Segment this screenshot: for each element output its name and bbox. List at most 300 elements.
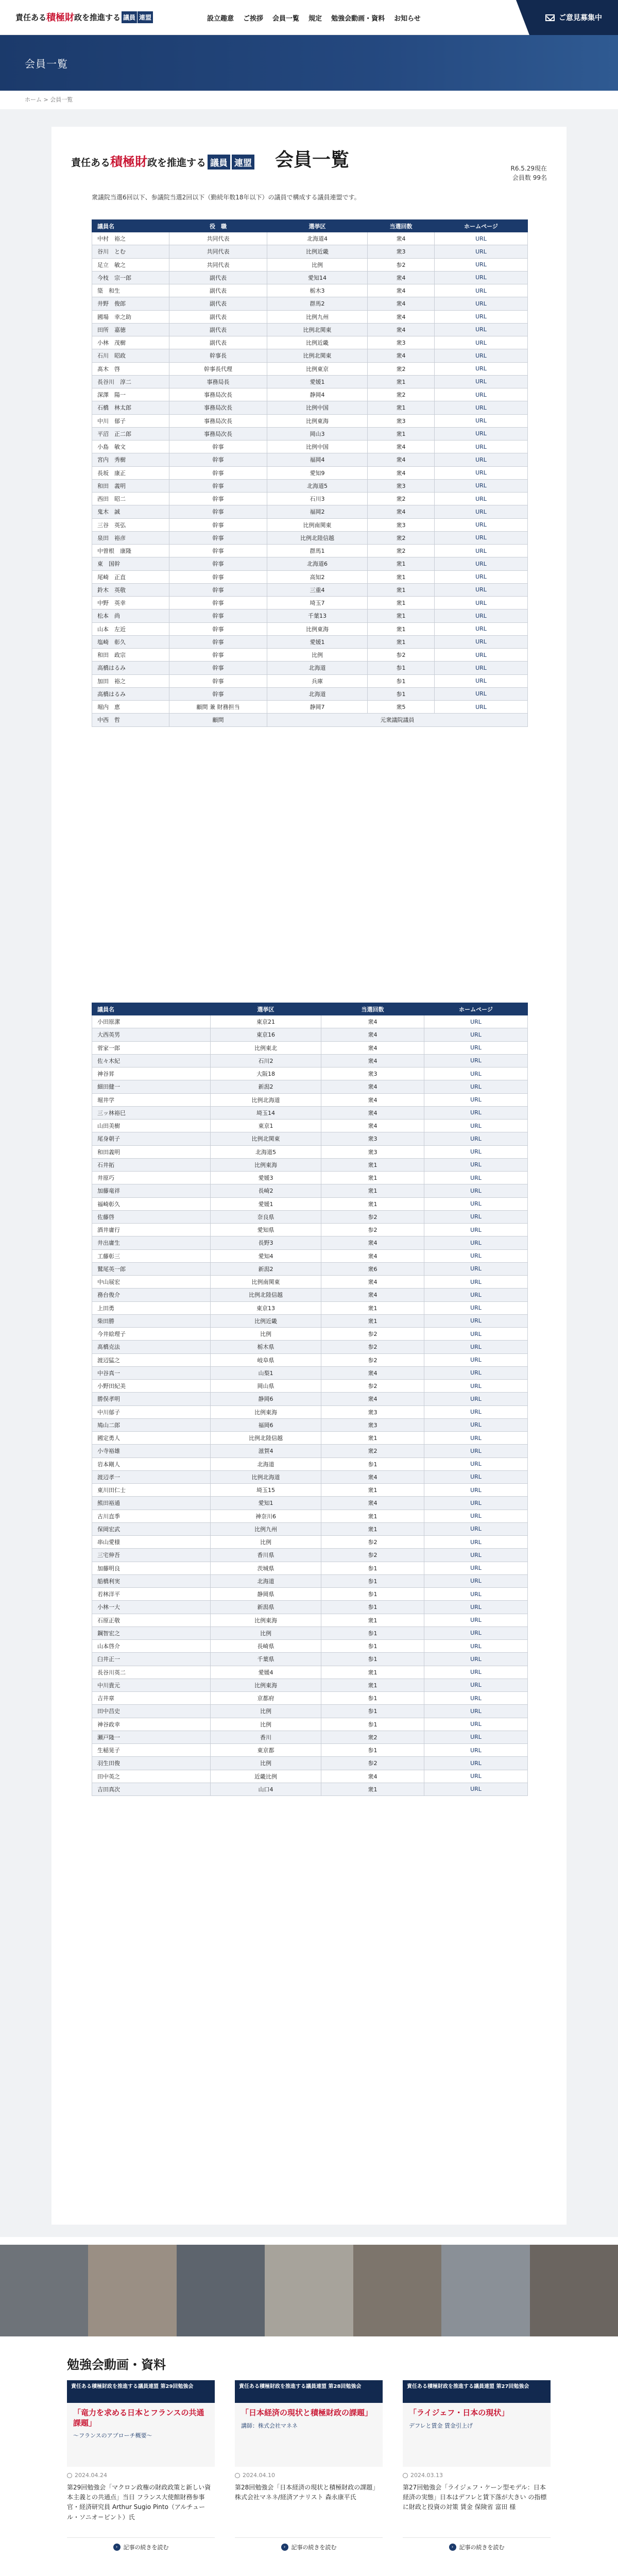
video-card[interactable] bbox=[403, 2380, 551, 2551]
table-cell: 北海道 bbox=[267, 662, 368, 674]
table-cell: 衆4 bbox=[321, 1080, 424, 1093]
table-cell: 事務局次長 bbox=[169, 388, 267, 401]
homepage-link[interactable]: URL bbox=[424, 1210, 528, 1223]
homepage-link[interactable]: URL bbox=[424, 1640, 528, 1653]
table-cell: 愛媛4 bbox=[211, 1666, 321, 1679]
table-cell: 衆1 bbox=[321, 1314, 424, 1327]
table-row bbox=[92, 479, 528, 492]
homepage-link[interactable]: URL bbox=[435, 323, 528, 336]
homepage-link[interactable]: URL bbox=[424, 1744, 528, 1757]
homepage-link[interactable]: URL bbox=[424, 1184, 528, 1197]
table-cell: 衆4 bbox=[368, 453, 435, 466]
homepage-link[interactable]: URL bbox=[424, 1093, 528, 1106]
homepage-link[interactable]: URL bbox=[435, 297, 528, 310]
homepage-link[interactable]: URL bbox=[435, 414, 528, 427]
table-row bbox=[92, 1015, 528, 1028]
table-cell: 神奈川6 bbox=[211, 1510, 321, 1522]
read-more-label: 記事の続きを読む bbox=[291, 2544, 337, 2551]
table-cell: 衆4 bbox=[321, 1093, 424, 1106]
table-cell: 加藤竜祥 bbox=[92, 1184, 211, 1197]
homepage-link[interactable]: URL bbox=[424, 1783, 528, 1795]
table-cell: 幹事 bbox=[169, 570, 267, 583]
table-cell: 埼玉7 bbox=[267, 597, 368, 609]
table-row bbox=[92, 1341, 528, 1353]
homepage-link[interactable]: URL bbox=[435, 479, 528, 492]
table-row bbox=[92, 323, 528, 336]
homepage-link[interactable]: URL bbox=[435, 245, 528, 258]
homepage-link[interactable]: URL bbox=[435, 701, 528, 714]
homepage-link[interactable]: URL bbox=[435, 349, 528, 362]
site-logo[interactable] bbox=[15, 10, 153, 24]
table-cell: 京都府 bbox=[211, 1692, 321, 1705]
table-cell: 衆1 bbox=[321, 1301, 424, 1314]
homepage-link[interactable]: URL bbox=[435, 453, 528, 466]
homepage-link[interactable]: URL bbox=[424, 1601, 528, 1614]
homepage-link[interactable]: URL bbox=[435, 271, 528, 284]
table-cell: 鈴木 英敬 bbox=[92, 583, 169, 596]
table-row bbox=[92, 1276, 528, 1289]
homepage-link[interactable]: URL bbox=[424, 1757, 528, 1770]
homepage-link[interactable]: URL bbox=[424, 1353, 528, 1366]
table-cell: 簗 和生 bbox=[92, 284, 169, 297]
homepage-link[interactable]: URL bbox=[424, 1458, 528, 1470]
opinion-button[interactable] bbox=[529, 0, 618, 35]
homepage-link[interactable]: URL bbox=[424, 1301, 528, 1314]
homepage-link[interactable]: URL bbox=[435, 336, 528, 349]
homepage-link[interactable]: URL bbox=[424, 1718, 528, 1731]
table-cell: 岡山県 bbox=[211, 1380, 321, 1393]
homepage-link[interactable]: URL bbox=[424, 1328, 528, 1341]
table-cell: 比例北関東 bbox=[267, 323, 368, 336]
homepage-link[interactable]: URL bbox=[424, 1106, 528, 1119]
table-cell: 比例北陸信越 bbox=[267, 531, 368, 544]
homepage-link[interactable]: URL bbox=[424, 1510, 528, 1522]
homepage-link[interactable]: URL bbox=[424, 1041, 528, 1054]
table-cell: 香川 bbox=[211, 1731, 321, 1743]
video-card[interactable] bbox=[67, 2380, 215, 2551]
table-row bbox=[92, 1289, 528, 1301]
table-cell: 臼井正一 bbox=[92, 1653, 211, 1666]
video-date bbox=[403, 2472, 551, 2479]
homepage-link[interactable]: URL bbox=[424, 1249, 528, 1262]
table-cell: 比例東海 bbox=[211, 1158, 321, 1171]
table-cell: 衆6 bbox=[321, 1262, 424, 1275]
table-cell: 参1 bbox=[321, 1601, 424, 1614]
table-cell: 吉田真次 bbox=[92, 1783, 211, 1795]
table-cell: 中曽根 康隆 bbox=[92, 545, 169, 557]
homepage-link[interactable]: URL bbox=[435, 284, 528, 297]
table-cell: 群馬1 bbox=[267, 545, 368, 557]
table-cell: 参1 bbox=[321, 1653, 424, 1666]
homepage-link[interactable]: URL bbox=[424, 1172, 528, 1184]
table-cell: 石井拓 bbox=[92, 1158, 211, 1171]
table-cell: 井原巧 bbox=[92, 1172, 211, 1184]
table-cell: 柴田勝 bbox=[92, 1314, 211, 1327]
homepage-link[interactable]: URL bbox=[424, 1262, 528, 1275]
table-row bbox=[92, 505, 528, 518]
video-date bbox=[235, 2472, 383, 2479]
table-cell: 衆1 bbox=[321, 1783, 424, 1795]
table-cell: 衆4 bbox=[321, 1054, 424, 1067]
table-cell: 副代表 bbox=[169, 271, 267, 284]
table-cell: 事務局次長 bbox=[169, 401, 267, 414]
table-row bbox=[92, 271, 528, 284]
homepage-link[interactable]: URL bbox=[435, 570, 528, 583]
homepage-link[interactable]: URL bbox=[424, 1536, 528, 1549]
table-cell: 滋賀4 bbox=[211, 1445, 321, 1458]
nav-item-greeting[interactable]: ご挨拶 bbox=[243, 15, 264, 23]
homepage-link[interactable]: URL bbox=[435, 662, 528, 674]
table-cell: 衆3 bbox=[368, 245, 435, 258]
homepage-link[interactable]: URL bbox=[424, 1574, 528, 1587]
homepage-link[interactable]: URL bbox=[424, 1588, 528, 1601]
card-title bbox=[71, 145, 547, 172]
table-row bbox=[92, 1626, 528, 1639]
table-row bbox=[92, 453, 528, 466]
table-cell: 比例 bbox=[211, 1328, 321, 1341]
table-cell: 山口4 bbox=[211, 1783, 321, 1795]
page-title: 会員一覧 bbox=[25, 58, 68, 70]
homepage-link[interactable]: URL bbox=[424, 1393, 528, 1405]
homepage-link[interactable]: URL bbox=[424, 1015, 528, 1028]
homepage-link[interactable]: URL bbox=[435, 557, 528, 570]
table-cell: 衆4 bbox=[368, 297, 435, 310]
homepage-link[interactable]: URL bbox=[435, 609, 528, 622]
members-card bbox=[52, 127, 566, 2225]
table-cell: 衆4 bbox=[368, 505, 435, 518]
table-row bbox=[92, 1054, 528, 1067]
homepage-link[interactable]: URL bbox=[424, 1080, 528, 1093]
col-header-district: 選挙区 bbox=[267, 220, 368, 232]
table-cell: 岩本剛人 bbox=[92, 1458, 211, 1470]
table-row bbox=[92, 557, 528, 570]
breadcrumb[interactable]: ホーム > 会員一覧 bbox=[25, 91, 73, 109]
table-cell: 衆1 bbox=[368, 557, 435, 570]
photo-1 bbox=[0, 2245, 88, 2336]
table-cell: 新潟2 bbox=[211, 1262, 321, 1275]
col-header-homepage: ホームページ bbox=[435, 220, 528, 232]
table-row bbox=[92, 1262, 528, 1275]
table-cell: 小寺裕雄 bbox=[92, 1445, 211, 1458]
table-cell: 愛媛1 bbox=[211, 1197, 321, 1210]
members-as-of-date: R6.5.29現在 bbox=[510, 165, 547, 172]
nav-item-rules[interactable]: 規定 bbox=[308, 15, 322, 23]
table-cell: 井野 俊郎 bbox=[92, 297, 169, 310]
table-row bbox=[92, 375, 528, 388]
table-cell: 今枝 宗一郎 bbox=[92, 271, 169, 284]
homepage-link[interactable]: URL bbox=[435, 362, 528, 375]
table-cell: 衆1 bbox=[321, 1432, 424, 1445]
table-cell: 比例 bbox=[211, 1626, 321, 1639]
homepage-link[interactable]: URL bbox=[424, 1679, 528, 1691]
table-cell: 幹事 bbox=[169, 505, 267, 518]
homepage-link[interactable]: URL bbox=[424, 1445, 528, 1458]
nav-item-members[interactable]: 会員一覧 bbox=[272, 15, 300, 23]
homepage-link[interactable]: URL bbox=[435, 310, 528, 323]
homepage-link[interactable]: URL bbox=[424, 1562, 528, 1574]
table-cell: 田所 嘉徳 bbox=[92, 323, 169, 336]
homepage-link[interactable]: URL bbox=[424, 1236, 528, 1249]
video-thumbnail[interactable] bbox=[235, 2380, 383, 2467]
table-cell: 比例近畿 bbox=[267, 336, 368, 349]
homepage-link[interactable]: URL bbox=[424, 1054, 528, 1067]
card-description: 衆議院当選6回以下、参議院当選2回以下（勤続年数18年以下）の議員で構成する議員連盟です。 bbox=[92, 194, 360, 201]
homepage-link[interactable]: URL bbox=[424, 1484, 528, 1497]
table-row bbox=[92, 1536, 528, 1549]
table-cell: 上田勇 bbox=[92, 1301, 211, 1314]
table-row bbox=[92, 1224, 528, 1236]
homepage-link[interactable]: URL bbox=[424, 1028, 528, 1041]
table-cell: 小林一大 bbox=[92, 1601, 211, 1614]
homepage-link[interactable]: URL bbox=[435, 505, 528, 518]
logo-text-pre: 責任ある bbox=[15, 12, 47, 22]
homepage-link[interactable]: URL bbox=[424, 1731, 528, 1743]
table-cell: 石原正敬 bbox=[92, 1614, 211, 1626]
table-cell: 比例中国 bbox=[267, 440, 368, 453]
homepage-link[interactable]: URL bbox=[424, 1626, 528, 1639]
table-row bbox=[92, 1210, 528, 1223]
table-cell: 東京21 bbox=[211, 1015, 321, 1028]
homepage-link[interactable]: URL bbox=[435, 545, 528, 557]
table-cell: 事務局次長 bbox=[169, 414, 267, 427]
table-row bbox=[92, 1172, 528, 1184]
members-table-header-row bbox=[92, 1003, 528, 1015]
table-row bbox=[92, 1093, 528, 1106]
homepage-link[interactable]: URL bbox=[424, 1705, 528, 1718]
homepage-link[interactable]: URL bbox=[435, 388, 528, 401]
photo-strip bbox=[0, 2245, 618, 2336]
table-cell: 衆2 bbox=[368, 362, 435, 375]
homepage-link[interactable]: URL bbox=[424, 1470, 528, 1483]
table-cell: 参1 bbox=[321, 1574, 424, 1587]
table-cell: 福崎彰久 bbox=[92, 1197, 211, 1210]
table-cell: 衆1 bbox=[321, 1172, 424, 1184]
homepage-link[interactable]: URL bbox=[424, 1341, 528, 1353]
table-cell: 比例北陸信越 bbox=[211, 1432, 321, 1445]
table-row bbox=[92, 674, 528, 687]
homepage-link[interactable]: URL bbox=[424, 1614, 528, 1626]
table-cell: 顧問 兼 財務担当 bbox=[169, 701, 267, 714]
table-cell: 比例東京 bbox=[267, 362, 368, 375]
homepage-link[interactable]: URL bbox=[435, 493, 528, 505]
table-cell: 神谷昇 bbox=[92, 1067, 211, 1080]
homepage-link[interactable]: URL bbox=[435, 232, 528, 245]
table-cell: 和田義明 bbox=[92, 1145, 211, 1158]
homepage-link[interactable]: URL bbox=[424, 1158, 528, 1171]
homepage-link[interactable]: URL bbox=[424, 1197, 528, 1210]
homepage-link[interactable]: URL bbox=[435, 258, 528, 271]
read-more-link[interactable] bbox=[403, 2537, 551, 2551]
table-cell: 酒井庸行 bbox=[92, 1224, 211, 1236]
table-cell: 衆2 bbox=[321, 1731, 424, 1743]
homepage-link[interactable]: URL bbox=[435, 531, 528, 544]
table-cell: 衆2 bbox=[368, 388, 435, 401]
table-cell: 近畿比例 bbox=[211, 1770, 321, 1783]
table-cell: 幹事 bbox=[169, 687, 267, 700]
logo-text-post: 政を推進する bbox=[74, 12, 121, 22]
table-row bbox=[92, 1328, 528, 1341]
table-cell: 幹事 bbox=[169, 531, 267, 544]
homepage-link[interactable]: URL bbox=[424, 1497, 528, 1510]
homepage-link[interactable]: URL bbox=[435, 518, 528, 531]
table-cell: 神谷政幸 bbox=[92, 1718, 211, 1731]
table-row bbox=[92, 531, 528, 544]
table-cell: 衆1 bbox=[321, 1614, 424, 1626]
table-row bbox=[92, 1705, 528, 1718]
table-cell: 衆4 bbox=[321, 1249, 424, 1262]
homepage-link[interactable]: URL bbox=[435, 375, 528, 388]
table-cell: 比例九州 bbox=[267, 310, 368, 323]
homepage-link[interactable]: URL bbox=[424, 1067, 528, 1080]
table-row bbox=[92, 1405, 528, 1418]
clock-icon bbox=[403, 2473, 408, 2478]
table-row bbox=[92, 1510, 528, 1522]
table-cell: 幹事 bbox=[169, 635, 267, 648]
table-cell: 共同代表 bbox=[169, 245, 267, 258]
homepage-link[interactable]: URL bbox=[424, 1314, 528, 1327]
table-row bbox=[92, 649, 528, 662]
table-cell: 比例中国 bbox=[267, 401, 368, 414]
table-cell: 幹事 bbox=[169, 453, 267, 466]
opinion-button-label: ご意見募集中 bbox=[559, 14, 602, 22]
table-cell: 衆4 bbox=[368, 349, 435, 362]
table-cell: 静岡県 bbox=[211, 1588, 321, 1601]
table-row bbox=[92, 1380, 528, 1393]
homepage-link[interactable]: URL bbox=[424, 1380, 528, 1393]
homepage-link[interactable]: URL bbox=[435, 597, 528, 609]
homepage-link[interactable]: URL bbox=[435, 687, 528, 700]
table-row bbox=[92, 1640, 528, 1653]
video-date-text: 2024.03.13 bbox=[410, 2472, 443, 2479]
table-cell: 埼玉15 bbox=[211, 1484, 321, 1497]
table-row bbox=[92, 583, 528, 596]
homepage-link[interactable]: URL bbox=[435, 649, 528, 662]
table-cell: 松本 尚 bbox=[92, 609, 169, 622]
homepage-link[interactable]: URL bbox=[424, 1522, 528, 1535]
table-cell: 瀬戸隆一 bbox=[92, 1731, 211, 1743]
video-thumbnail[interactable] bbox=[67, 2380, 215, 2467]
table-cell: 東京13 bbox=[211, 1301, 321, 1314]
table-cell: 衆1 bbox=[368, 375, 435, 388]
homepage-link[interactable]: URL bbox=[424, 1405, 528, 1418]
table-row bbox=[92, 258, 528, 271]
table-cell: 髙木 啓 bbox=[92, 362, 169, 375]
table-cell: 衆4 bbox=[321, 1393, 424, 1405]
table-row bbox=[92, 1601, 528, 1614]
homepage-link[interactable]: URL bbox=[424, 1120, 528, 1132]
homepage-link[interactable]: URL bbox=[424, 1224, 528, 1236]
table-cell: 北海道5 bbox=[267, 479, 368, 492]
table-cell: 参1 bbox=[368, 662, 435, 674]
homepage-link[interactable]: URL bbox=[424, 1132, 528, 1145]
homepage-link[interactable]: URL bbox=[424, 1366, 528, 1379]
video-date bbox=[67, 2472, 215, 2479]
table-row bbox=[92, 1418, 528, 1431]
homepage-link[interactable]: URL bbox=[435, 401, 528, 414]
table-cell: 衆3 bbox=[321, 1132, 424, 1145]
video-card[interactable] bbox=[235, 2380, 383, 2551]
table-cell: 幹事 bbox=[169, 649, 267, 662]
photo-7 bbox=[530, 2245, 618, 2336]
table-cell: 衆4 bbox=[321, 1366, 424, 1379]
page-title-band bbox=[0, 35, 618, 91]
table-cell: 衆4 bbox=[368, 440, 435, 453]
nav-item-news[interactable]: お知らせ bbox=[394, 15, 421, 23]
table-cell: 東京都 bbox=[211, 1744, 321, 1757]
table-cell: 大阪18 bbox=[211, 1067, 321, 1080]
table-row bbox=[92, 701, 528, 714]
table-cell: 副代表 bbox=[169, 323, 267, 336]
table-cell: 務台俊介 bbox=[92, 1289, 211, 1301]
table-cell: 長谷川英二 bbox=[92, 1666, 211, 1679]
table-row bbox=[92, 1249, 528, 1262]
homepage-link[interactable]: URL bbox=[435, 635, 528, 648]
table-cell: 参2 bbox=[321, 1380, 424, 1393]
table-cell: 衆1 bbox=[321, 1679, 424, 1691]
homepage-link[interactable]: URL bbox=[424, 1653, 528, 1666]
homepage-link[interactable]: URL bbox=[424, 1770, 528, 1783]
table-cell: 元衆議院議員 bbox=[267, 714, 528, 726]
table-row bbox=[92, 1497, 528, 1510]
homepage-link[interactable]: URL bbox=[435, 466, 528, 479]
homepage-link[interactable]: URL bbox=[435, 440, 528, 453]
table-row bbox=[92, 1041, 528, 1054]
table-cell: 幹事 bbox=[169, 479, 267, 492]
table-cell: 羽生田俊 bbox=[92, 1757, 211, 1770]
video-thumbnail[interactable] bbox=[403, 2380, 551, 2467]
table-cell: 比例東海 bbox=[211, 1679, 321, 1691]
homepage-link[interactable]: URL bbox=[435, 622, 528, 635]
table-cell: 幹事 bbox=[169, 597, 267, 609]
clock-icon bbox=[235, 2473, 240, 2478]
nav-item-about[interactable]: 設立趣意 bbox=[207, 15, 234, 23]
table-cell: 幹事 bbox=[169, 583, 267, 596]
table-row bbox=[92, 284, 528, 297]
table-row bbox=[92, 1574, 528, 1587]
table-cell: 参1 bbox=[321, 1458, 424, 1470]
homepage-link[interactable]: URL bbox=[424, 1666, 528, 1679]
homepage-link[interactable]: URL bbox=[435, 583, 528, 596]
table-row bbox=[92, 714, 528, 726]
video-thumb-sub: 講師：株式会社マネネ bbox=[241, 2422, 298, 2429]
table-cell: 衆3 bbox=[368, 479, 435, 492]
table-cell: 勝俣孝明 bbox=[92, 1393, 211, 1405]
table-cell: 衆4 bbox=[321, 1289, 424, 1301]
table-cell: 渡辺孝一 bbox=[92, 1470, 211, 1483]
table-cell: 菅家一郎 bbox=[92, 1041, 211, 1054]
read-more-link[interactable] bbox=[235, 2537, 383, 2551]
homepage-link[interactable]: URL bbox=[424, 1418, 528, 1431]
table-cell: 長坂 康正 bbox=[92, 466, 169, 479]
homepage-link[interactable]: URL bbox=[424, 1276, 528, 1289]
homepage-link[interactable]: URL bbox=[424, 1432, 528, 1445]
nav-item-videos[interactable]: 勉強会動画・資料 bbox=[331, 15, 385, 23]
table-cell: 北海道4 bbox=[267, 232, 368, 245]
homepage-link[interactable]: URL bbox=[424, 1145, 528, 1158]
homepage-link[interactable]: URL bbox=[435, 674, 528, 687]
homepage-link[interactable]: URL bbox=[435, 427, 528, 440]
homepage-link[interactable]: URL bbox=[424, 1692, 528, 1705]
read-more-link[interactable] bbox=[67, 2537, 215, 2551]
table-cell: 千葉県 bbox=[211, 1653, 321, 1666]
homepage-link[interactable]: URL bbox=[424, 1549, 528, 1562]
table-row bbox=[92, 1484, 528, 1497]
col-header-district: 選挙区 bbox=[211, 1003, 321, 1015]
table-cell: 高橋はるみ bbox=[92, 687, 169, 700]
table-cell: 小野田紀美 bbox=[92, 1380, 211, 1393]
homepage-link[interactable]: URL bbox=[424, 1289, 528, 1301]
table-row bbox=[92, 336, 528, 349]
